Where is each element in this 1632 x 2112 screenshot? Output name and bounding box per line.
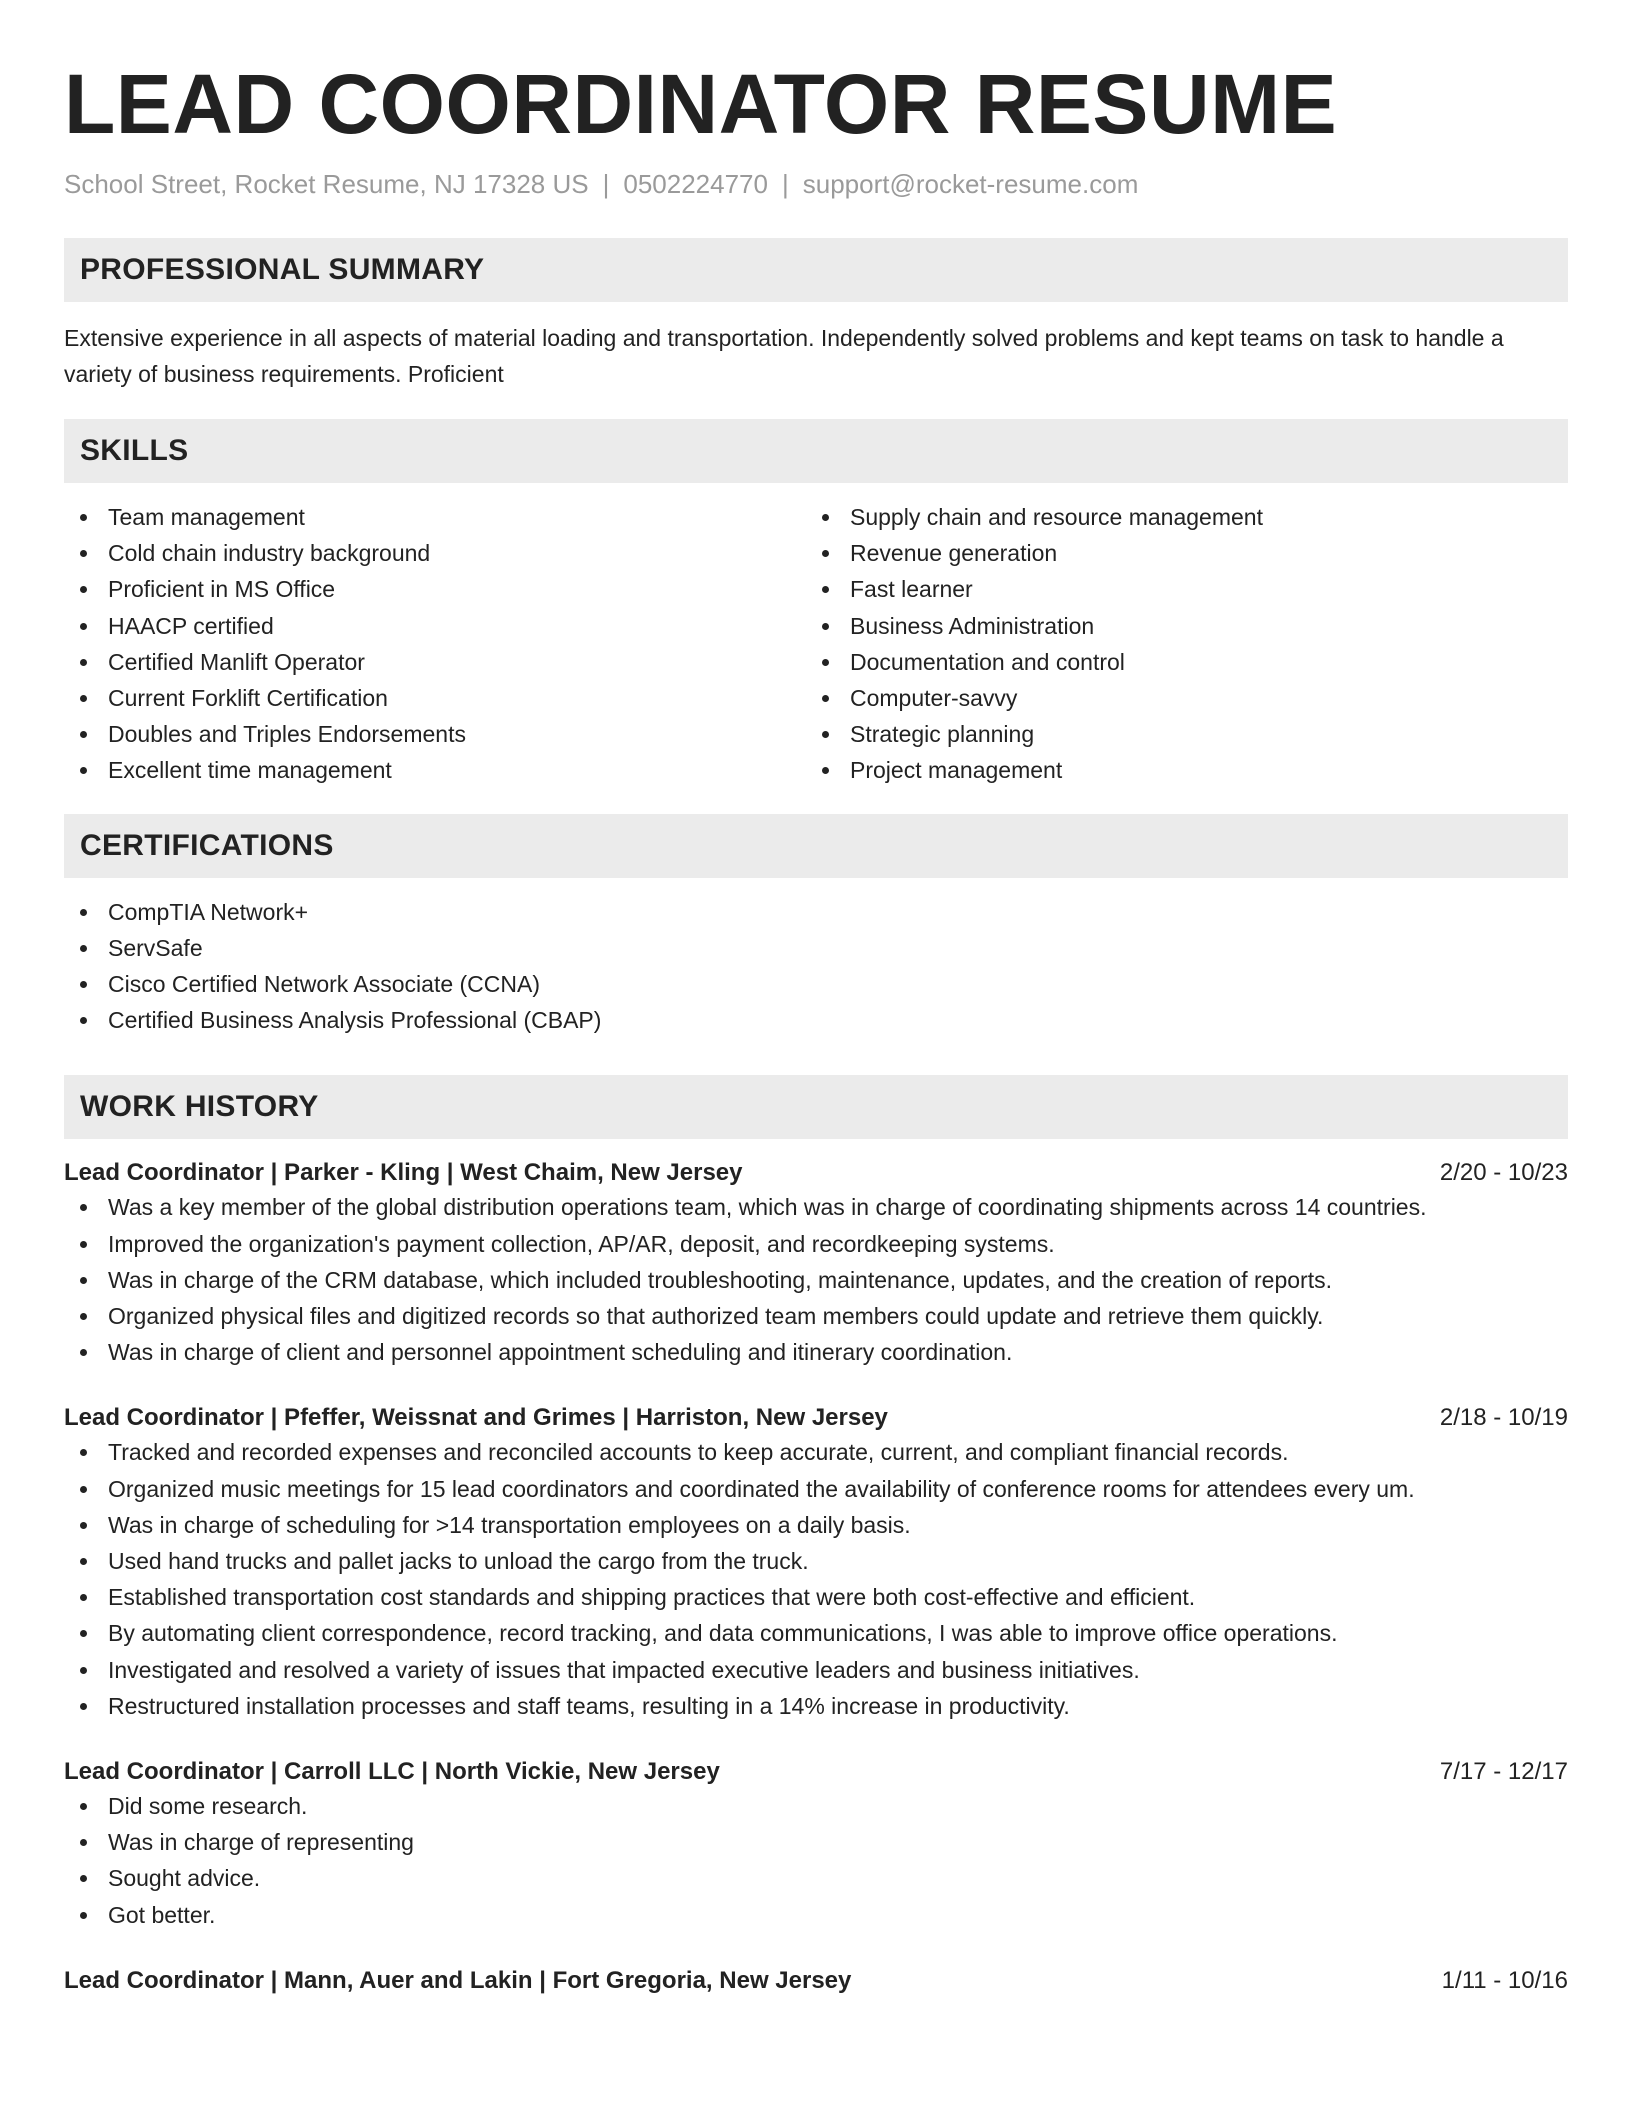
job-header <box>64 1756 1568 1788</box>
job-title: Lead Coordinator | Carroll LLC | North Vickie, New Jersey <box>64 1758 720 1786</box>
job-bullet: Improved the organization's payment collection, AP/AR, deposit, and recordkeeping systems. <box>64 1226 1568 1262</box>
skills-column-right <box>806 499 1548 789</box>
job-header <box>64 1965 1568 1997</box>
skills-column-left <box>64 499 806 789</box>
job-bullet: Tracked and recorded expenses and reconciled accounts to keep accurate, current, and compliant financial records. <box>64 1434 1568 1470</box>
job-title: Lead Coordinator | Parker - Kling | West Chaim, New Jersey <box>64 1159 743 1187</box>
job-entry <box>64 1756 1568 1933</box>
resume-page <box>64 56 1568 1997</box>
skills-columns <box>64 499 1568 789</box>
skill-item: Computer-savvy <box>806 680 1548 716</box>
skill-item: Business Administration <box>806 608 1548 644</box>
certification-item: Cisco Certified Network Associate (CCNA) <box>64 966 1568 1002</box>
section-header-certifications: CERTIFICATIONS <box>64 814 1568 878</box>
certification-item: CompTIA Network+ <box>64 894 1568 930</box>
job-dates: 7/17 - 12/17 <box>1439 1758 1568 1786</box>
job-entry <box>64 1965 1568 1997</box>
skill-item: Revenue generation <box>806 535 1548 571</box>
job-bullet: Was a key member of the global distribution operations team, which was in charge of coordinating shipments across 14 countries. <box>64 1189 1568 1225</box>
job-bullet: Did some research. <box>64 1788 1568 1824</box>
skill-item: Proficient in MS Office <box>64 571 806 607</box>
skill-item: Doubles and Triples Endorsements <box>64 716 806 752</box>
job-header <box>64 1157 1568 1189</box>
job-bullet: By automating client correspondence, record tracking, and data communications, I was able to improve office operations. <box>64 1615 1568 1651</box>
skill-item: Documentation and control <box>806 644 1548 680</box>
job-bullet: Established transportation cost standards and shipping practices that were both cost-effective and efficient. <box>64 1579 1568 1615</box>
job-bullets <box>64 1189 1568 1370</box>
job-bullet: Was in charge of client and personnel appointment scheduling and itinerary coordination. <box>64 1334 1568 1370</box>
job-dates: 2/20 - 10/23 <box>1439 1159 1568 1187</box>
skill-item: Current Forklift Certification <box>64 680 806 716</box>
job-bullet: Restructured installation processes and staff teams, resulting in a 14% increase in productivity. <box>64 1688 1568 1724</box>
contact-separator: | <box>602 169 610 199</box>
job-bullet: Got better. <box>64 1897 1568 1933</box>
job-bullet: Investigated and resolved a variety of issues that impacted executive leaders and business initiatives. <box>64 1652 1568 1688</box>
skill-item: Strategic planning <box>806 716 1548 752</box>
skill-item: Certified Manlift Operator <box>64 644 806 680</box>
job-bullets <box>64 1788 1568 1933</box>
certifications-list <box>64 894 1568 1039</box>
job-entry <box>64 1402 1568 1724</box>
skill-item: Fast learner <box>806 571 1548 607</box>
contact-address: School Street, Rocket Resume, NJ 17328 US <box>64 169 589 199</box>
contact-phone: 0502224770 <box>623 169 768 199</box>
job-header <box>64 1402 1568 1434</box>
summary-text: Extensive experience in all aspects of material loading and transportation. Independently solved problems and kept teams on task to handle a variety of business requirements. Proficient <box>64 325 1504 387</box>
skills-list-right <box>806 499 1548 789</box>
skill-item: Excellent time management <box>64 752 806 788</box>
contact-line <box>64 168 1568 200</box>
skills-list-left <box>64 499 806 789</box>
job-dates: 1/11 - 10/16 <box>1441 1966 1568 1994</box>
job-bullet: Was in charge of scheduling for >14 transportation employees on a daily basis. <box>64 1507 1568 1543</box>
skill-item: Project management <box>806 752 1548 788</box>
job-bullet: Was in charge of representing <box>64 1824 1568 1860</box>
job-bullet: Organized music meetings for 15 lead coordinators and coordinated the availability of conference rooms for attendees every um. <box>64 1471 1568 1507</box>
contact-email: support@rocket-resume.com <box>802 169 1139 199</box>
job-entry <box>64 1157 1568 1370</box>
skill-item: Cold chain industry background <box>64 535 806 571</box>
job-bullet: Sought advice. <box>64 1860 1568 1896</box>
certification-item: ServSafe <box>64 930 1568 966</box>
section-header-skills: SKILLS <box>64 419 1568 483</box>
job-dates: 2/18 - 10/19 <box>1439 1404 1568 1432</box>
job-bullet: Organized physical files and digitized records so that authorized team members could update and retrieve them quickly. <box>64 1298 1568 1334</box>
job-title: Lead Coordinator | Mann, Auer and Lakin | Fort Gregoria, New Jersey <box>64 1966 852 1994</box>
job-bullets <box>64 1434 1568 1724</box>
section-header-work-history: WORK HISTORY <box>64 1075 1568 1139</box>
contact-separator: | <box>781 169 789 199</box>
skill-item: HAACP certified <box>64 608 806 644</box>
job-bullet: Was in charge of the CRM database, which included troubleshooting, maintenance, updates, and the creation of reports. <box>64 1262 1568 1298</box>
job-bullet: Used hand trucks and pallet jacks to unload the cargo from the truck. <box>64 1543 1568 1579</box>
job-title: Lead Coordinator | Pfeffer, Weissnat and Grimes | Harriston, New Jersey <box>64 1404 888 1432</box>
skill-item: Supply chain and resource management <box>806 499 1548 535</box>
section-header-summary: PROFESSIONAL SUMMARY <box>64 238 1568 302</box>
certification-item: Certified Business Analysis Professional (CBAP) <box>64 1002 1568 1038</box>
resume-title: LEAD COORDINATOR RESUME <box>64 57 1338 151</box>
skill-item: Team management <box>64 499 806 535</box>
